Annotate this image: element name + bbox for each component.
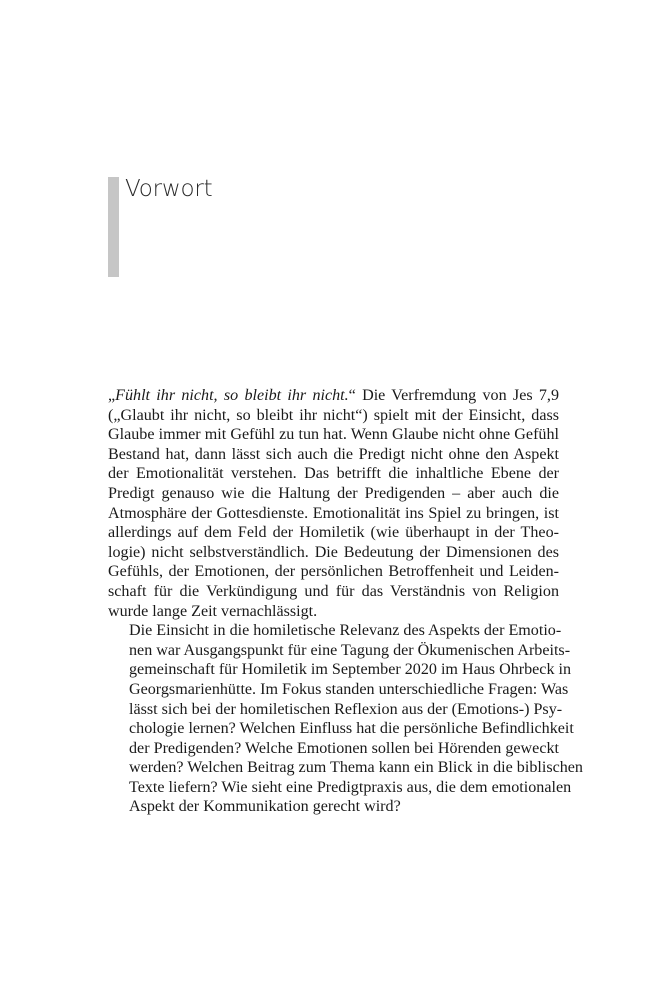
paragraph-1-line-11: schaft für die Verkündigung und für das Verständnis von Religion xyxy=(108,582,559,600)
paragraph-2-line-6: chologie lernen? Welchen Einfluss hat die persönliche Befindlichkeit xyxy=(129,720,574,738)
body-text xyxy=(108,386,583,817)
paragraph-1-line-1 xyxy=(108,386,559,406)
line-text: “ Die Verfremdung von Jes 7,9 xyxy=(348,387,559,404)
paragraph-2-line-2: nen war Ausgangspunkt für eine Tagung der Ökumenischen Arbeits- xyxy=(129,641,571,659)
paragraph-2-line-5: lässt sich bei der homiletischen Reflexion aus der (Emotions-) Psy- xyxy=(129,700,563,718)
paragraph-2-line-1: Die Einsicht in die homiletische Relevanz des Aspekts der Emotio- xyxy=(129,622,562,640)
paragraph-2-line-3: gemeinschaft für Homiletik im September 2020 im Haus Ohrbeck in xyxy=(129,661,572,679)
paragraph-1-line-9: logie) nicht selbstverständlich. Die Bedeutung der Dimensionen des xyxy=(108,543,559,561)
paragraph-1-line-10: Gefühls, der Emotionen, der persönlichen Betroffenheit und Leiden- xyxy=(108,563,559,581)
paragraph-1-line-8: allerdings auf dem Feld der Homiletik (wie überhaupt in der Theo- xyxy=(108,524,559,542)
paragraph-2-line-10: Aspekt der Kommunikation gerecht wird? xyxy=(129,798,401,816)
paragraph-1-line-6: Predigt genauso wie die Haltung der Predigenden – aber auch die xyxy=(108,484,559,502)
opening-quote-mark: „ xyxy=(108,387,116,404)
paragraph-1-line-12: wurde lange Zeit vernachlässigt. xyxy=(108,602,318,620)
paragraph-1-line-3: Glaube immer mit Gefühl zu tun hat. Wenn Glaube nicht ohne Gefühl xyxy=(108,426,559,444)
paragraph-2-line-8: werden? Welchen Beitrag zum Thema kann ein Blick in die biblischen xyxy=(129,759,583,777)
paragraph-1-line-4: Bestand hat, dann lässt sich auch die Predigt nicht ohne den Aspekt xyxy=(108,445,559,463)
paragraph-2-line-7: der Predigenden? Welche Emotionen sollen bei Hörenden geweckt xyxy=(129,739,559,757)
paragraph-1-line-7: Atmosphäre der Gottesdienste. Emotionalität ins Spiel zu bringen, ist xyxy=(108,504,559,522)
chapter-accent-bar xyxy=(108,177,119,277)
italic-quote: Fühlt ihr nicht, so bleibt ihr nicht. xyxy=(115,387,349,404)
paragraph-2-line-9: Texte liefern? Wie sieht eine Predigtpraxis aus, die dem emotionalen xyxy=(129,778,572,796)
paragraph-1-line-2: („Glaubt ihr nicht, so bleibt ihr nicht“) spielt mit der Einsicht, dass xyxy=(108,406,559,424)
paragraph-1 xyxy=(108,386,559,621)
paragraph-1-line-5: der Emotionalität verstehen. Das betrifft die inhaltliche Ebene der xyxy=(108,465,559,483)
paragraph-2-line-4: Georgsmarienhütte. Im Fokus standen unterschiedliche Fragen: Was xyxy=(129,680,569,698)
chapter-title: Vorwort xyxy=(125,176,213,202)
paragraph-2 xyxy=(108,621,583,817)
